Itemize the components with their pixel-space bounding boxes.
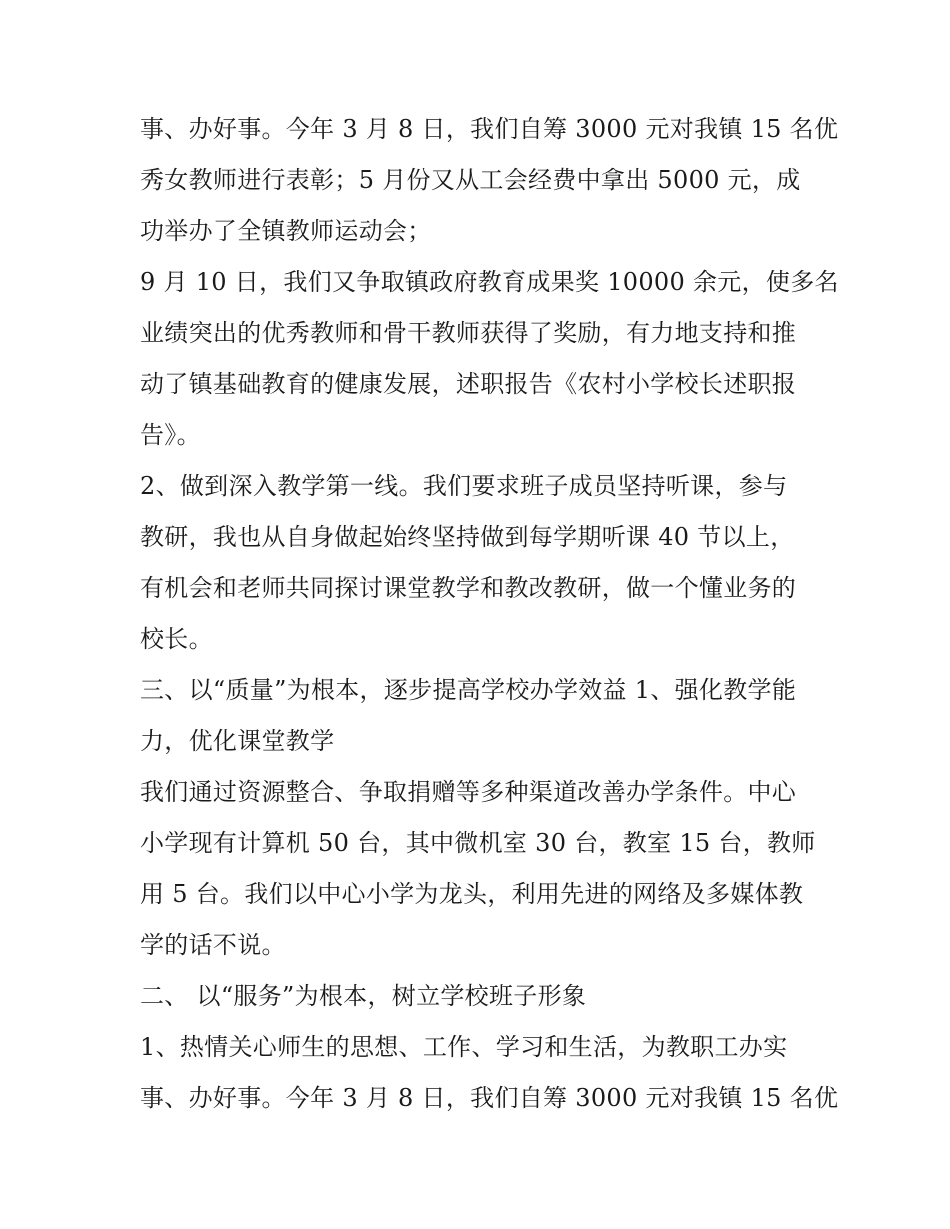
text-line: 告》。: [140, 421, 201, 449]
section-heading-line: 二、 以“服务”为根本，树立学校班子形象: [140, 982, 587, 1010]
text-line: 校长。: [140, 625, 213, 653]
text-line: 9 月 10 日，我们又争取镇政府教育成果奖 10000 余元，使多名: [140, 268, 839, 296]
text-line: 动了镇基础教育的健康发展，述职报告《农村小学校长述职报: [140, 370, 797, 398]
text-line: 教研，我也从自身做起始终坚持做到每学期听课 40 节以上，: [140, 523, 795, 551]
text-line: 有机会和老师共同探讨课堂教学和教改教研，做一个懂业务的: [140, 574, 797, 602]
text-line: 事、办好事。今年 3 月 8 日，我们自筹 3000 元对我镇 15 名优: [140, 115, 839, 143]
section-heading-line: 三、以“质量”为根本，逐步提高学校办学效益 1、强化教学能: [140, 676, 797, 704]
text-line: 事、办好事。今年 3 月 8 日，我们自筹 3000 元对我镇 15 名优: [140, 1084, 839, 1112]
text-line: 功举办了全镇教师运动会；: [140, 217, 432, 245]
text-line: 1、热情关心师生的思想、工作、学习和生活，为教职工办实: [140, 1033, 788, 1061]
text-line: 小学现有计算机 50 台，其中微机室 30 台，教室 15 台，教师: [140, 829, 816, 857]
text-line: 2、做到深入教学第一线。我们要求班子成员坚持听课，参与: [140, 472, 788, 500]
text-line: 用 5 台。我们以中心小学为龙头，利用先进的网络及多媒体教: [140, 880, 804, 908]
document-body: [140, 104, 839, 1124]
text-line: 秀女教师进行表彰；5 月份又从工会经费中拿出 5000 元，成: [140, 166, 801, 194]
text-line: 我们通过资源整合、争取捐赠等多种渠道改善办学条件。中心: [140, 778, 797, 806]
text-line: 业绩突出的优秀教师和骨干教师获得了奖励，有力地支持和推: [140, 319, 797, 347]
text-line: 力，优化课堂教学: [140, 727, 335, 755]
text-line: 学的话不说。: [140, 931, 286, 959]
